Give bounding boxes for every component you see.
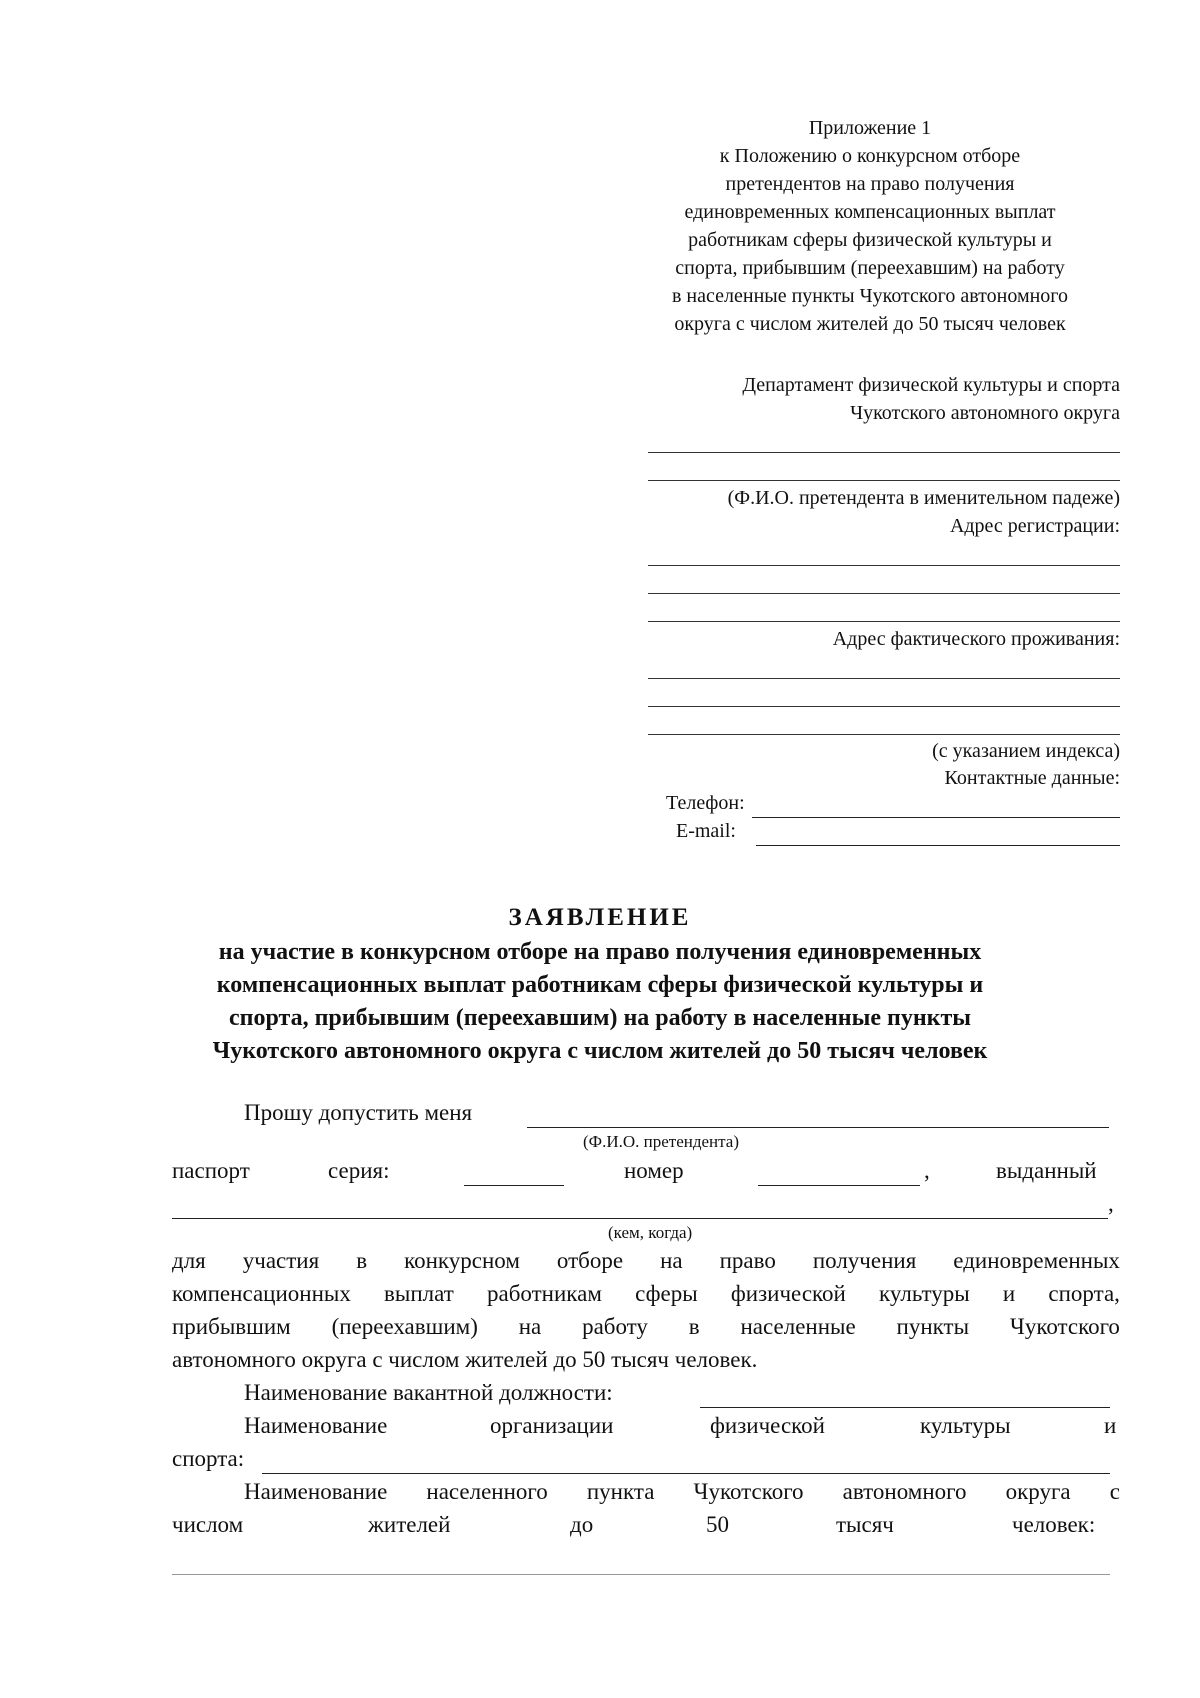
appendix-line: в населенные пункты Чукотского автономного	[671, 285, 1069, 307]
passport-word: паспорт	[172, 1158, 250, 1183]
paragraph-line: автономного округа с числом жителей до 50 тысяч человек.	[172, 1347, 758, 1372]
word: населенного	[426, 1479, 548, 1504]
word: право	[719, 1248, 776, 1273]
word: в	[688, 1314, 700, 1339]
paragraph-line	[172, 1314, 1120, 1340]
reg-address-line-1[interactable]	[648, 565, 1120, 566]
word: выплат	[384, 1281, 454, 1306]
reg-address-line-2[interactable]	[648, 593, 1120, 594]
word: сферы	[635, 1281, 698, 1306]
appendix-line: спорта, прибывшим (переехавшим) на работу	[675, 257, 1065, 279]
word: округа	[1005, 1479, 1071, 1504]
org-word: Наименование	[244, 1413, 388, 1438]
appendix-line: единовременных компенсационных выплат	[684, 201, 1056, 223]
word: Чукотского	[693, 1479, 804, 1504]
word: (переехавшим)	[331, 1314, 478, 1339]
reg-address-label: Адрес регистрации:	[949, 515, 1120, 537]
recipient-line1: Департамент физической культуры и спорта	[742, 374, 1120, 396]
organization-field[interactable]	[262, 1473, 1110, 1474]
settlement-line	[244, 1479, 1120, 1505]
appendix-line: к Положению о конкурсном отборе	[719, 145, 1021, 167]
word: единовременных	[953, 1248, 1120, 1273]
passport-number-field[interactable]	[758, 1185, 920, 1186]
word: и	[1002, 1281, 1016, 1306]
appendix-line: округа с числом жителей до 50 тысяч человек	[674, 313, 1066, 335]
word: отборе	[556, 1248, 624, 1273]
settlement-word: человек:	[1012, 1512, 1096, 1537]
org-word: и	[1104, 1413, 1117, 1438]
paragraph-line	[172, 1281, 1120, 1307]
word: автономного	[842, 1479, 967, 1504]
reg-address-line-3[interactable]	[648, 621, 1120, 622]
word: культуры	[879, 1281, 970, 1306]
fio-line-2[interactable]	[648, 480, 1120, 481]
document-subtitle-line: на участие в конкурсном отборе на право получения единовременных	[218, 939, 982, 965]
vacancy-label: Наименование вакантной должности:	[244, 1380, 613, 1405]
actual-address-line-1[interactable]	[648, 678, 1120, 679]
word: населенные	[740, 1314, 856, 1339]
word: компенсационных	[172, 1281, 351, 1306]
fio-caption: (Ф.И.О. претендента в именительном падеже)	[727, 487, 1120, 509]
word: на	[518, 1314, 542, 1339]
appendix-line: претендентов на право получения	[725, 173, 1015, 195]
email-field[interactable]	[756, 845, 1120, 846]
word: Чукотского	[1009, 1314, 1120, 1339]
org-continuation: спорта:	[172, 1446, 245, 1471]
word: прибывшим	[172, 1314, 291, 1339]
settlement-word: 50	[706, 1512, 729, 1537]
settlement-word: жителей	[368, 1512, 451, 1537]
word: участия	[242, 1248, 320, 1273]
word: на	[660, 1248, 683, 1273]
email-label: E-mail:	[676, 820, 736, 842]
word: с	[1109, 1479, 1120, 1504]
word: работу	[582, 1314, 648, 1339]
number-label: номер	[624, 1158, 684, 1183]
actual-address-line-3[interactable]	[648, 734, 1120, 735]
issued-caption: (кем, когда)	[608, 1223, 693, 1242]
fio-line-1[interactable]	[648, 452, 1120, 453]
vacancy-field[interactable]	[700, 1407, 1110, 1408]
org-word: физической	[710, 1413, 825, 1438]
recipient-line2: Чукотского автономного округа	[850, 402, 1120, 424]
word: для	[172, 1248, 206, 1273]
word: получения	[812, 1248, 917, 1273]
word: конкурсном	[404, 1248, 520, 1273]
document-title: ЗАЯВЛЕНИЕ	[508, 904, 692, 931]
settlement-word: тысяч	[836, 1512, 894, 1537]
word: физической	[730, 1281, 846, 1306]
settlement-field[interactable]	[172, 1574, 1110, 1575]
phone-field[interactable]	[752, 817, 1120, 818]
applicant-name-caption: (Ф.И.О. претендента)	[583, 1132, 739, 1151]
settlement-word: числом	[172, 1512, 244, 1537]
contacts-label: Контактные данные:	[944, 767, 1120, 789]
document-subtitle-line: Чукотского автономного округа с числом жителей до 50 тысяч человек	[212, 1038, 988, 1064]
index-note: (с указанием индекса)	[932, 740, 1120, 762]
word: работникам	[487, 1281, 602, 1306]
recipient-department	[742, 371, 1120, 427]
settlement-word: до	[570, 1512, 594, 1537]
appendix-header	[620, 114, 1120, 338]
series-label: серия:	[328, 1158, 390, 1183]
issued-comma: ,	[1108, 1191, 1114, 1216]
issued-by-field[interactable]	[172, 1218, 1108, 1219]
applicant-name-field[interactable]	[527, 1127, 1109, 1128]
passport-series-field[interactable]	[464, 1185, 564, 1186]
word: пункта	[586, 1479, 655, 1504]
request-text: Прошу допустить меня	[244, 1100, 473, 1125]
word: в	[356, 1248, 368, 1273]
issued-label: выданный	[996, 1158, 1097, 1183]
passport-comma: ,	[924, 1158, 930, 1183]
word: спорта,	[1048, 1281, 1120, 1306]
word: Наименование	[244, 1479, 388, 1504]
phone-label: Телефон:	[666, 792, 745, 814]
appendix-line: работникам сферы физической культуры и	[688, 229, 1052, 251]
word: пункты	[896, 1314, 970, 1339]
appendix-line: Приложение 1	[808, 117, 932, 139]
org-word: организации	[490, 1413, 614, 1438]
paragraph-line	[172, 1248, 1120, 1274]
actual-address-line-2[interactable]	[648, 706, 1120, 707]
actual-address-label: Адрес фактического проживания:	[832, 628, 1120, 650]
document-subtitle-line: спорта, прибывшим (переехавшим) на работу в населенные пункты	[228, 1005, 972, 1031]
org-word: культуры	[920, 1413, 1011, 1438]
document-subtitle-line: компенсационных выплат работникам сферы физической культуры и	[216, 972, 984, 998]
